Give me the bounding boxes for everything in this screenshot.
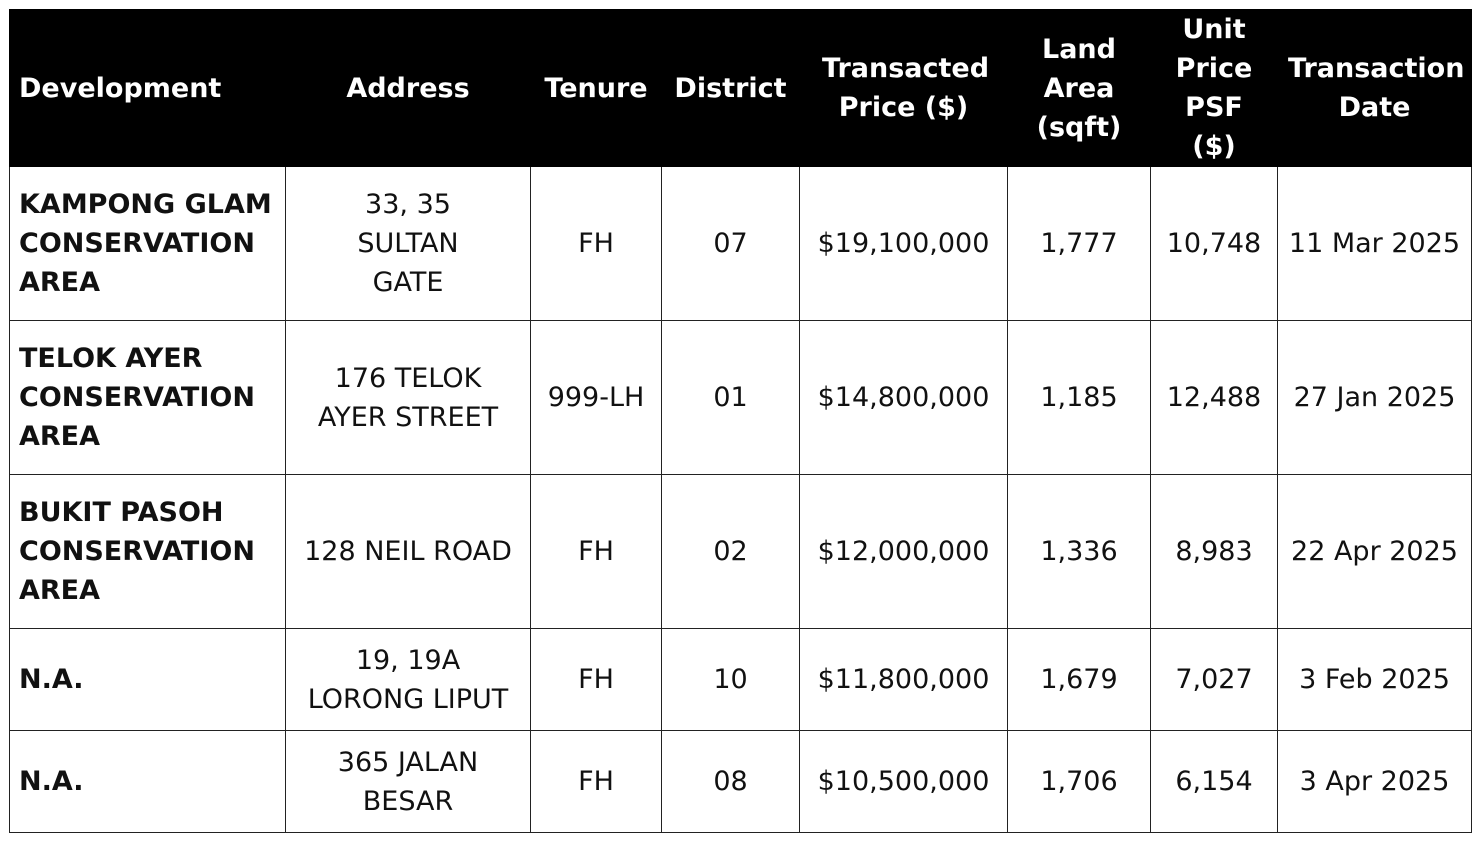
- cell-address: 33, 35 SULTAN GATE: [286, 167, 531, 321]
- cell-transacted-price: $19,100,000: [800, 167, 1008, 321]
- header-unit-price-psf: Unit Price PSF ($): [1151, 10, 1278, 167]
- header-transacted-price: Transacted Price ($): [800, 10, 1008, 167]
- cell-address: 176 TELOK AYER STREET: [286, 321, 531, 475]
- cell-land-area: 1,336: [1008, 475, 1151, 629]
- cell-development: KAMPONG GLAM CONSERVATION AREA: [10, 167, 286, 321]
- table-row: [10, 321, 1472, 475]
- cell-district: 01: [662, 321, 800, 475]
- cell-tenure: FH: [531, 475, 662, 629]
- table-row: [10, 731, 1472, 833]
- table-header: [10, 10, 1472, 167]
- table-row: [10, 629, 1472, 731]
- cell-development: N.A.: [10, 731, 286, 833]
- cell-tenure: FH: [531, 629, 662, 731]
- cell-land-area: 1,706: [1008, 731, 1151, 833]
- header-development: Development: [10, 10, 286, 167]
- table-row: [10, 167, 1472, 321]
- cell-unit-price-psf: 7,027: [1151, 629, 1278, 731]
- cell-district: 08: [662, 731, 800, 833]
- cell-district: 10: [662, 629, 800, 731]
- cell-transacted-price: $14,800,000: [800, 321, 1008, 475]
- cell-unit-price-psf: 10,748: [1151, 167, 1278, 321]
- header-tenure: Tenure: [531, 10, 662, 167]
- cell-transaction-date: 3 Feb 2025: [1278, 629, 1472, 731]
- cell-unit-price-psf: 8,983: [1151, 475, 1278, 629]
- cell-land-area: 1,185: [1008, 321, 1151, 475]
- cell-development: BUKIT PASOH CONSERVATION AREA: [10, 475, 286, 629]
- cell-land-area: 1,777: [1008, 167, 1151, 321]
- cell-transacted-price: $12,000,000: [800, 475, 1008, 629]
- cell-development: TELOK AYER CONSERVATION AREA: [10, 321, 286, 475]
- cell-unit-price-psf: 12,488: [1151, 321, 1278, 475]
- cell-address: 365 JALAN BESAR: [286, 731, 531, 833]
- cell-address: 128 NEIL ROAD: [286, 475, 531, 629]
- cell-tenure: FH: [531, 167, 662, 321]
- header-transaction-date: Transaction Date: [1278, 10, 1472, 167]
- cell-tenure: 999-LH: [531, 321, 662, 475]
- table-row: [10, 475, 1472, 629]
- cell-transaction-date: 3 Apr 2025: [1278, 731, 1472, 833]
- cell-transacted-price: $10,500,000: [800, 731, 1008, 833]
- cell-tenure: FH: [531, 731, 662, 833]
- header-row: [10, 10, 1472, 167]
- transactions-table: [9, 9, 1472, 833]
- header-land-area: Land Area (sqft): [1008, 10, 1151, 167]
- cell-address: 19, 19A LORONG LIPUT: [286, 629, 531, 731]
- cell-transaction-date: 11 Mar 2025: [1278, 167, 1472, 321]
- header-address: Address: [286, 10, 531, 167]
- cell-land-area: 1,679: [1008, 629, 1151, 731]
- cell-transacted-price: $11,800,000: [800, 629, 1008, 731]
- cell-transaction-date: 27 Jan 2025: [1278, 321, 1472, 475]
- table-body: [10, 167, 1472, 833]
- cell-district: 02: [662, 475, 800, 629]
- cell-unit-price-psf: 6,154: [1151, 731, 1278, 833]
- cell-transaction-date: 22 Apr 2025: [1278, 475, 1472, 629]
- cell-district: 07: [662, 167, 800, 321]
- header-district: District: [662, 10, 800, 167]
- cell-development: N.A.: [10, 629, 286, 731]
